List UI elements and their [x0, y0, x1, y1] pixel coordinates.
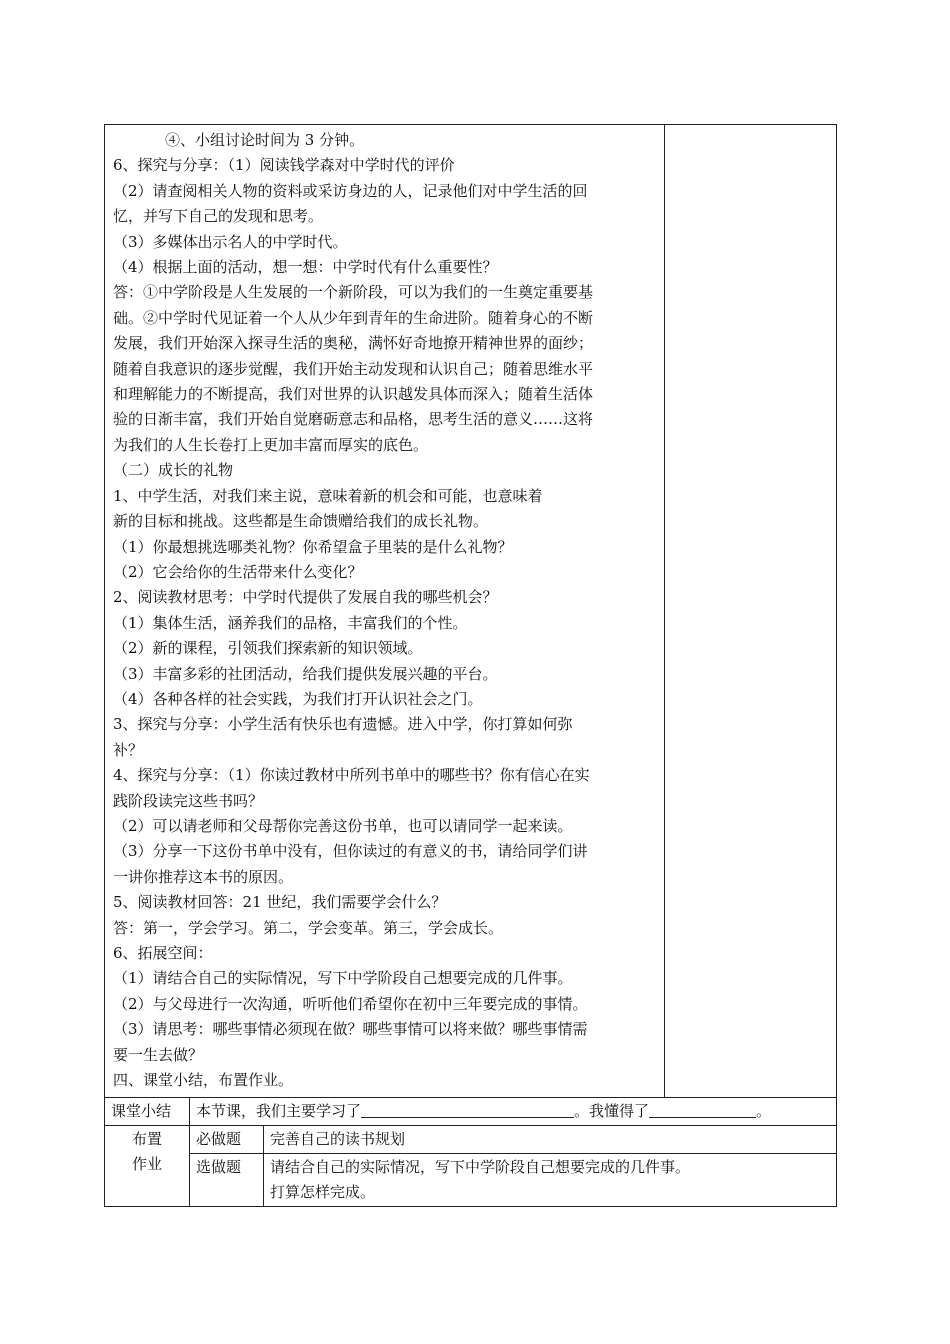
lesson-line: 6、探究与分享：（1）阅读钱学森对中学时代的评价 — [113, 156, 455, 175]
lesson-line: （2）请查阅相关人物的资料或采访身边的人，记录他们对中学生活的回 — [113, 181, 588, 200]
lesson-line: ④、小组讨论时间为 3 分钟。 — [165, 131, 365, 149]
lesson-line: 答：第一，学会学习。第二，学会变革。第三，学会成长。 — [113, 918, 504, 937]
optional-text-line1: 请结合自己的实际情况，写下中学阶段自己想要完成的几件事。 — [270, 1158, 691, 1177]
lesson-line: （3）多媒体出示名人的中学时代。 — [113, 232, 348, 251]
summary-text-middle: 。我懂得了 — [574, 1102, 650, 1121]
optional-label: 选做题 — [190, 1154, 264, 1207]
summary-blank-1 — [361, 1101, 574, 1118]
lesson-line: （2）它会给你的生活带来什么变化？ — [113, 562, 363, 581]
required-label: 必做题 — [190, 1126, 264, 1154]
lesson-line: 和理解能力的不断提高，我们对世界的认识越发具体而深入；随着生活体 — [113, 385, 594, 404]
optional-text-line2: 打算怎样完成。 — [270, 1183, 376, 1202]
homework-required-row — [105, 1126, 837, 1154]
lesson-line: （3）丰富多彩的社团活动，给我们提供发展兴趣的平台。 — [113, 664, 498, 683]
lesson-line: 为我们的人生长卷打上更加丰富而厚实的底色。 — [113, 435, 429, 454]
lesson-line: 随着自我意识的逐步觉醒，我们开始主动发现和认识自己；随着思维水平 — [113, 359, 594, 378]
lesson-line: （二）成长的礼物 — [113, 461, 234, 480]
lesson-line: （1）集体生活，涵养我们的品格，丰富我们的个性。 — [113, 613, 468, 632]
homework-label — [105, 1126, 190, 1207]
lesson-line: 要一生去做？ — [113, 1045, 204, 1064]
homework-label-line1: 布置 — [131, 1130, 162, 1149]
lesson-line: 础。②中学时代见证着一个人从少年到青年的生命进阶。随着身心的不断 — [113, 308, 594, 327]
summary-blank-2 — [649, 1101, 756, 1118]
summary-label: 课堂小结 — [105, 1098, 190, 1126]
lesson-line: 补？ — [113, 740, 144, 759]
lesson-body-row — [105, 125, 837, 1098]
lesson-line: 4、探究与分享：（1）你读过教材中所列书单中的哪些书？你有信心在实 — [113, 766, 590, 785]
lesson-line: （2）与父母进行一次沟通，听听他们希望你在初中三年要完成的事情。 — [113, 994, 588, 1013]
notes-column-cell — [665, 125, 837, 1098]
lesson-line: 践阶段读完这些书吗？ — [113, 791, 264, 810]
lesson-line: 忆，并写下自己的发现和思考。 — [113, 207, 324, 226]
required-text: 完善自己的读书规划 — [264, 1126, 837, 1154]
homework-label-line2: 作业 — [131, 1155, 162, 1174]
lesson-line: （4）根据上面的活动，想一想：中学时代有什么重要性？ — [113, 258, 498, 277]
lesson-line: 发展，我们开始深入探寻生活的奥秘，满怀好奇地撩开精神世界的面纱； — [113, 334, 594, 353]
lesson-line: （1）请结合自己的实际情况，写下中学阶段自己想要完成的几件事。 — [113, 969, 573, 988]
lesson-line: 2、阅读教材思考：中学时代提供了发展自我的哪些机会？ — [113, 588, 498, 607]
lesson-plan-table-wrapper — [104, 124, 836, 1207]
homework-optional-row — [105, 1154, 837, 1207]
lesson-line: （1）你最想挑选哪类礼物？你希望盒子里装的是什么礼物？ — [113, 537, 513, 556]
lesson-line: （3）分享一下这份书单中没有，但你读过的有意义的书，请给同学们讲 — [113, 842, 588, 861]
summary-text-before: 本节课，我们主要学习了 — [196, 1102, 362, 1121]
optional-text — [264, 1154, 837, 1207]
lesson-line: （2）新的课程，引领我们探索新的知识领域。 — [113, 639, 423, 658]
lesson-line: 一讲你推荐这本书的原因。 — [113, 867, 294, 886]
lesson-line: 验的日渐丰富，我们开始自觉磨砺意志和品格，思考生活的意义……这将 — [113, 410, 594, 429]
lesson-line: （3）请思考：哪些事情必须现在做？哪些事情可以将来做？哪些事情需 — [113, 1020, 588, 1039]
lesson-body-lines — [113, 128, 656, 1093]
summary-text-end: 。 — [756, 1102, 772, 1121]
lesson-line: 1、中学生活，对我们来主说，意味着新的机会和可能，也意味着 — [113, 486, 543, 505]
summary-row — [105, 1098, 837, 1126]
lesson-line: 6、拓展空间： — [113, 944, 213, 962]
lesson-line: 3、探究与分享：小学生活有快乐也有遗憾。进入中学，你打算如何弥 — [113, 715, 573, 734]
lesson-line: 答：①中学阶段是人生发展的一个新阶段，可以为我们的一生奠定重要基 — [113, 283, 594, 302]
summary-content — [190, 1098, 837, 1126]
lesson-line: （2）可以请老师和父母帮你完善这份书单，也可以请同学一起来读。 — [113, 816, 573, 835]
lesson-line: 新的目标和挑战。这些都是生命馈赠给我们的成长礼物。 — [113, 512, 489, 531]
lesson-line: （4）各种各样的社会实践，为我们打开认识社会之门。 — [113, 689, 483, 708]
lesson-line: 四、课堂小结，布置作业。 — [113, 1071, 294, 1090]
lesson-plan-table — [104, 124, 837, 1207]
lesson-body-cell — [105, 125, 665, 1098]
lesson-line: 5、阅读教材回答：21 世纪，我们需要学会什么？ — [113, 893, 447, 912]
